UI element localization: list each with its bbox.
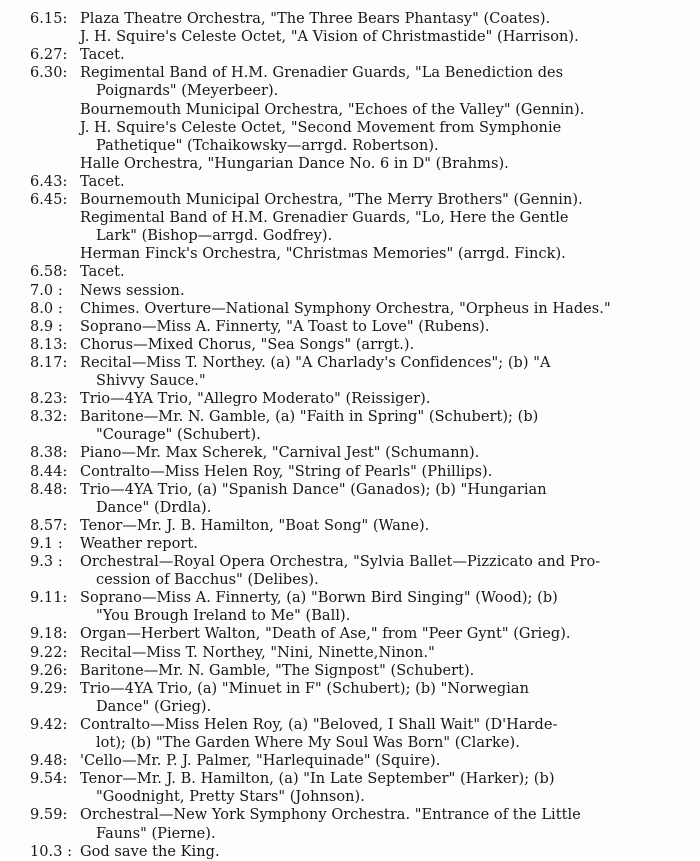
- entry-text: Recital—Miss T. Northey. (a) "A Charlady's Confidences"; (b) "A: [80, 354, 551, 371]
- program-entry-continuation: Herman Finck's Orchestra, "Christmas Memories" (arrgd. Finck).: [80, 246, 566, 263]
- entry-time: 9.1 :: [30, 535, 63, 552]
- entry-text: Bournemouth Municipal Orchestra, "The Merry Brothers" (Gennin).: [80, 192, 583, 208]
- entry-time: 9.11:: [30, 590, 68, 607]
- entry-time: 8.32:: [30, 409, 68, 426]
- program-entry-continuation: lot); (b) "The Garden Where My Soul Was Born" (Clarke).: [96, 735, 520, 751]
- program-entry: [30, 553, 600, 571]
- entry-time: 9.3 :: [30, 554, 63, 570]
- program-entry: [30, 517, 429, 535]
- entry-time: 6.15:: [30, 11, 68, 27]
- entry-text: Organ—Herbert Walton, "Death of Ase," from "Peer Gynt" (Grieg).: [80, 626, 571, 643]
- entry-text: Trio—4YA Trio, (a) "Minuet in F" (Schubert); (b) "Norwegian: [80, 680, 529, 697]
- entry-text: Soprano—Miss A. Finnerty, "A Toast to Love" (Rubens).: [80, 318, 490, 335]
- entry-text: Contralto—Miss Helen Roy, (a) "Beloved, I Shall Wait" (D'Harde-: [80, 716, 558, 733]
- program-entry: [30, 843, 220, 861]
- program-entry: [30, 463, 492, 481]
- entry-text: Contralto—Miss Helen Roy, "String of Pearls" (Phillips).: [80, 463, 493, 480]
- program-entry: [30, 300, 611, 318]
- program-entry-continuation: Pathetique" (Tchaikowsky—arrgd. Robertson).: [96, 137, 439, 154]
- program-entry-continuation: J. H. Squire's Celeste Octet, "Second Movement from Symphonie: [80, 119, 562, 136]
- entry-time: 10.3 :: [30, 843, 73, 860]
- entry-text: Plaza Theatre Orchestra, "The Three Bears Phantasy" (Coates).: [80, 11, 551, 27]
- program-entry: [30, 625, 571, 643]
- program-entry: [30, 390, 430, 408]
- entry-text: Soprano—Miss A. Finnerty, (a) "Borwn Bird Singing" (Wood); (b): [80, 590, 558, 607]
- entry-text: Weather report.: [80, 535, 198, 552]
- entry-time: 6.30:: [30, 65, 68, 82]
- program-entry: [30, 191, 583, 209]
- program-entry: [30, 644, 435, 662]
- entry-time: 9.48:: [30, 753, 68, 770]
- entry-text: Orchestral—New York Symphony Orchestra. "Entrance of the Little: [80, 807, 581, 824]
- program-entry-continuation: "Goodnight, Pretty Stars" (Johnson).: [96, 789, 365, 806]
- program-entry-continuation: J. H. Squire's Celeste Octet, "A Vision of Christmastide" (Harrison).: [80, 29, 579, 46]
- entry-text: Tenor—Mr. J. B. Hamilton, (a) "In Late September" (Harker); (b): [80, 771, 555, 788]
- entry-time: 9.22:: [30, 644, 68, 661]
- entry-time: 8.23:: [30, 391, 68, 408]
- entry-time: 9.29:: [30, 680, 68, 697]
- program-entry-continuation: Fauns" (Pierne).: [96, 825, 216, 842]
- program-entry: [30, 282, 185, 300]
- entry-text: Chimes. Overture—National Symphony Orchestra, "Orpheus in Hades.": [80, 300, 611, 317]
- entry-text: Trio—4YA Trio, "Allegro Moderato" (Reissiger).: [80, 391, 431, 408]
- entry-text: Recital—Miss T. Northey, "Nini, Ninette,Ninon.": [80, 644, 435, 661]
- entry-text: News session.: [80, 282, 185, 299]
- entry-time: 8.48:: [30, 481, 68, 498]
- program-entry: [30, 354, 550, 372]
- entry-time: 8.13:: [30, 336, 68, 353]
- program-entry-continuation: cession of Bacchus" (Delibes).: [96, 572, 319, 589]
- program-entry-continuation: Lark" (Bishop—arrgd. Godfrey).: [96, 228, 333, 245]
- entry-time: 9.42:: [30, 716, 68, 733]
- program-entry-continuation: Poignards" (Meyerbeer).: [96, 83, 279, 100]
- entry-time: 8.57:: [30, 517, 68, 534]
- entry-time: 8.38:: [30, 445, 68, 462]
- program-entry: [30, 318, 490, 336]
- program-entry-continuation: "You Brough Ireland to Me" (Ball).: [96, 608, 351, 625]
- program-entry-continuation: Regimental Band of H.M. Grenadier Guards, "Lo, Here the Gentle: [80, 210, 569, 227]
- entry-text: God save the King.: [80, 843, 220, 860]
- entry-time: 9.54:: [30, 771, 68, 788]
- program-entry: [30, 173, 125, 191]
- program-entry-continuation: Dance" (Grieg).: [96, 698, 212, 715]
- program-entry: [30, 64, 563, 82]
- program-entry: [30, 535, 198, 553]
- entry-text: Regimental Band of H.M. Grenadier Guards, "La Benediction des: [80, 65, 564, 82]
- program-entry: [30, 336, 414, 354]
- program-entry: [30, 444, 479, 462]
- program-entry-continuation: Dance" (Drdla).: [96, 499, 212, 516]
- program-entry: [30, 752, 440, 770]
- entry-time: 6.43:: [30, 173, 68, 190]
- program-entry: [30, 10, 550, 28]
- entry-time: 9.18:: [30, 626, 68, 643]
- program-entry-continuation: Bournemouth Municipal Orchestra, "Echoes of the Valley" (Gennin).: [80, 101, 585, 118]
- entry-text: Baritone—Mr. N. Gamble, "The Signpost" (Schubert).: [80, 662, 475, 679]
- entry-time: 6.27:: [30, 47, 68, 64]
- entry-time: 9.59:: [30, 807, 68, 824]
- entry-time: 6.58:: [30, 264, 68, 281]
- program-entry-continuation: Halle Orchestra, "Hungarian Dance No. 6 in D" (Brahms).: [80, 155, 509, 172]
- program-entry: [30, 481, 547, 499]
- entry-time: 8.9 :: [30, 318, 63, 335]
- entry-time: 6.45:: [30, 192, 68, 208]
- entry-text: Tacet.: [80, 173, 125, 190]
- entry-time: 8.0 :: [30, 300, 63, 317]
- entry-time: 7.0 :: [30, 282, 63, 299]
- program-entry: [30, 680, 529, 698]
- program-entry: [30, 408, 538, 426]
- entry-text: Trio—4YA Trio, (a) "Spanish Dance" (Ganados); (b) "Hungarian: [80, 481, 547, 498]
- program-entry: [30, 662, 474, 680]
- entry-text: Chorus—Mixed Chorus, "Sea Songs" (arrgt.).: [80, 336, 415, 353]
- program-entry: [30, 806, 581, 824]
- entry-time: 9.26:: [30, 662, 68, 679]
- entry-text: Tacet.: [80, 264, 125, 281]
- entry-time: 8.17:: [30, 354, 68, 371]
- program-entry: [30, 589, 558, 607]
- program-entry-continuation: "Courage" (Schubert).: [96, 427, 261, 444]
- entry-text: Piano—Mr. Max Scherek, "Carnival Jest" (Schumann).: [80, 445, 480, 462]
- program-entry: [30, 770, 555, 788]
- entry-text: Tenor—Mr. J. B. Hamilton, "Boat Song" (Wane).: [80, 517, 430, 534]
- entry-time: 8.44:: [30, 463, 68, 480]
- entry-text: Tacet.: [80, 47, 125, 64]
- entry-text: 'Cello—Mr. P. J. Palmer, "Harlequinade" (Squire).: [80, 753, 441, 770]
- program-entry: [30, 263, 125, 281]
- entry-text: Baritone—Mr. N. Gamble, (a) "Faith in Spring" (Schubert); (b): [80, 409, 539, 426]
- program-entry: [30, 716, 557, 734]
- entry-text: Orchestral—Royal Opera Orchestra, "Sylvia Ballet—Pizzicato and Pro-: [80, 554, 601, 570]
- program-entry-continuation: Shivvy Sauce.": [96, 373, 206, 389]
- program-entry: [30, 46, 125, 64]
